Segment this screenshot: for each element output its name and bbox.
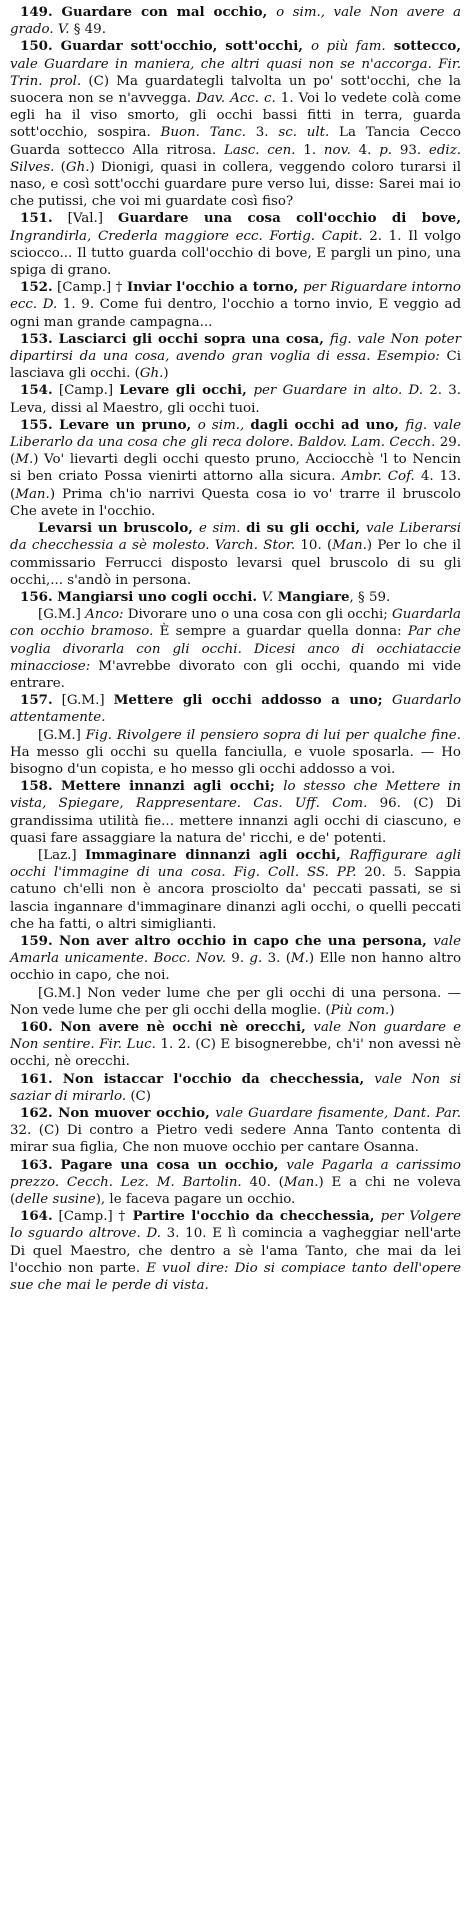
italic-text: Raffigurare agli occhi l'immagine di una cosa. Fig. Coll. SS. PP. — [10, 847, 461, 881]
body-text: ) — [389, 1002, 395, 1018]
italic-text: ediz. Silves. — [10, 142, 462, 175]
italic-text: sc. ult. — [278, 125, 330, 141]
body-text: Divorare uno o una cosa con gli occhi; — [123, 607, 393, 623]
body-text: [Laz.] — [38, 847, 85, 863]
italic-text: fig. vale Liberarlo da una cosa che gli reca dolore. Baldov. Lam. Cecch. — [10, 417, 461, 451]
dictionary-entry — [10, 1019, 461, 1071]
body-text: [Camp.] — [52, 383, 120, 399]
italic-text: vale Liberarsi da checchessia a sè molesto. Varch. Stor. — [10, 521, 461, 554]
headword-text: 156. Mangiarsi uno cogli occhi. — [20, 588, 262, 605]
headword-text: di su gli occhi, — [246, 520, 367, 537]
italic-text: Lasc. cen. — [223, 142, 296, 158]
body-text: [G.M.] — [38, 727, 86, 743]
body-text: 1. 2. (C) E bisognerebbe, ch'i' non avessi nè occhi, nè orecchi. — [10, 1037, 462, 1070]
italic-text: p. — [379, 142, 393, 158]
dictionary-entry — [10, 1071, 461, 1105]
italic-text: M. — [290, 951, 309, 967]
italic-text: Più com. — [330, 1002, 390, 1018]
body-text: ), le faceva pagare un occhio. — [95, 1192, 296, 1208]
body-text: 93. — [392, 142, 429, 158]
headword-text: dagli occhi ad uno, — [250, 416, 406, 433]
headword-text: sottecco, — [385, 38, 461, 55]
dictionary-entry — [10, 1105, 461, 1157]
italic-text: delle susine — [15, 1192, 96, 1208]
entry-paragraph — [10, 331, 461, 383]
dictionary-entry — [10, 589, 461, 692]
italic-text: Man. — [15, 486, 50, 502]
body-text: [Val.] — [52, 211, 119, 227]
italic-text: Anco: — [85, 607, 124, 623]
italic-text: o più fam. — [311, 39, 386, 55]
italic-text: Guardarlo attentamente. — [10, 693, 462, 726]
headword-text: 153. Lasciarci gli occhi sopra una cosa, — [20, 330, 330, 347]
italic-text: Dav. Acc. c. — [196, 91, 276, 107]
body-text: 20. 5. Sappia catuno ch'elli non è ancora prosciolto da' peccati passati, se si lascia ingannare d'immaginare dinanzi agli occhi, o quelli peccati che ha fatti, o altri simiglianti. — [10, 865, 461, 932]
italic-text: Man. — [332, 538, 367, 554]
body-text: 32. (C) Di contro a Pietro vedi sedere Anna Tanto contenta di mirar sua figlia, Che non muove occhio per cantare Osanna. — [10, 1123, 461, 1156]
body-text: M'avrebbe divorato con gli occhi, quando mi vide entrare. — [10, 658, 461, 691]
italic-text: Gh. — [65, 159, 90, 175]
body-text: 1. — [295, 142, 324, 158]
body-text: ) Prima ch'io narrivi Questa cosa io vo' trarre il bruscolo Che avete in l'occhio. — [10, 486, 461, 519]
headword-text: 159. Non aver altro occhio in capo che una persona, — [20, 932, 434, 949]
dictionary-entry — [10, 279, 461, 331]
headword-text: 155. Levare un pruno, — [20, 416, 198, 433]
entry-paragraph — [10, 1071, 461, 1105]
body-text: La Tancia Cecco Guarda sottecco Alla ritrosa. — [10, 125, 461, 158]
italic-text: nov. — [323, 142, 351, 158]
entry-subparagraph — [10, 727, 461, 779]
body-text: § 49. — [69, 22, 106, 38]
body-text: [G.M.] Non veder lume che per gli occhi di una persona. — Non vede lume che per gli occhi della moglie. ( — [10, 985, 461, 1018]
body-text: 1. Voi lo vedete colà come egli ha il viso smorto, gli occhi bassi fitti in terra, guarda sott'occhio, sospira. — [10, 91, 461, 141]
headword-text: Levare gli occhi, — [119, 382, 254, 399]
headword-text: 154. — [20, 382, 53, 399]
body-text: [G.M.] — [52, 693, 114, 709]
entry-paragraph — [10, 1157, 461, 1209]
body-text: ) Vo' lievarti degli occhi questo pruno, Acciocchè 'l to Nencin si ben criato Possa vienirti attorno alla sicura. — [10, 452, 461, 485]
dictionary-entry — [10, 417, 461, 589]
italic-text: lo stesso che Mettere in vista, Spiegare, Rappresentare. Cas. Uff. Com. — [10, 779, 461, 812]
entry-paragraph — [10, 210, 461, 279]
body-text: [Camp.] † — [52, 1209, 133, 1225]
body-text: 3. ( — [262, 951, 291, 967]
body-text: (C) Ma guardategli talvolta un po' sott'occhi, che la suocera non se n'avvegga. — [10, 73, 461, 107]
entry-paragraph — [10, 38, 461, 210]
headword-text: Levarsi un bruscolo, — [38, 520, 199, 537]
italic-text: M. — [15, 452, 34, 468]
headword-text: 149. Guardare con mal occhio, — [20, 4, 277, 20]
dictionary-entry — [10, 4, 461, 38]
italic-text: per Riguardare intorno ecc. D. — [10, 280, 461, 313]
dictionary-entry — [10, 38, 461, 210]
italic-text: vale Guardare fisamente, Dant. Par. — [215, 1106, 461, 1121]
dictionary-entry — [10, 1208, 461, 1294]
entry-paragraph — [10, 382, 461, 416]
body-text: 2. 3. Leva, dissi al Maestro, gli occhi tuoi. — [10, 383, 462, 416]
entry-paragraph — [10, 778, 461, 847]
italic-text: fig. vale Non poter dipartirsi da una cosa, avendo gran voglia di essa. Esempio: — [10, 331, 461, 365]
dictionary-entry — [10, 210, 461, 279]
italic-text: per Volgere lo sguardo altrove. D. — [10, 1209, 461, 1242]
headword-text: 150. Guardar sott'occhio, sott'occhi, — [20, 38, 311, 55]
body-text: 4. — [350, 142, 380, 158]
body-text: ) Elle non hanno altro occhio in capo, che noi. — [10, 951, 462, 984]
entry-subparagraph — [10, 847, 461, 933]
headword-text: Guardare una cosa coll'occhio di bove, — [118, 210, 461, 227]
entry-paragraph — [10, 279, 461, 331]
italic-text: Buon. Tanc. — [160, 125, 246, 141]
entry-paragraph — [10, 692, 461, 726]
body-text: [Camp.] † — [52, 280, 127, 296]
italic-text: vale Non guardare e Non sentire. Fir. Luc. — [10, 1019, 461, 1053]
dictionary-entry — [10, 382, 461, 416]
headword-text: 162. Non muover occhio, — [20, 1105, 216, 1121]
body-text: 29. ( — [10, 435, 461, 468]
body-text: 3. — [245, 125, 279, 141]
headword-text: 163. Pagare una cosa un occhio, — [20, 1156, 287, 1173]
entry-paragraph — [10, 1019, 461, 1071]
dictionary-entry — [10, 331, 461, 383]
italic-text: Fig. Rivolgere il pensiero sopra di lui per qualche fine. — [85, 727, 461, 743]
body-text: 96. (C) Di grandissima utilità fie... mettere innanzi agli occhi di ciascuno, e quasi fare assaggiare la natura de' ricchi, e de' potenti. — [10, 796, 462, 846]
italic-text: Gh. — [139, 366, 164, 382]
body-text: Ha messo gli occhi su quella fanciulla, e vuole sposarla. — Ho bisogno d'un copista, e ho messo gli occhi addosso a voi. — [10, 744, 461, 777]
body-text: È sempre a guardar quella donna: — [153, 624, 408, 640]
headword-text: 164. — [20, 1208, 53, 1225]
italic-text: vale Guardare in maniera, che altri quasi non se n'accorga. Fir. Trin. prol. — [10, 56, 461, 89]
italic-text: Ambr. Cof. — [341, 469, 415, 485]
headword-text: 161. Non istaccar l'occhio da checchessia, — [20, 1070, 375, 1087]
dictionary-entry — [10, 933, 461, 1019]
dictionary-entry — [10, 778, 461, 933]
italic-text: vale Amarla unicamente. Bocc. Nov. — [10, 933, 461, 967]
body-text: ) E a chi ne voleva ( — [10, 1174, 461, 1208]
italic-text: vale Pagarla a carissimo prezzo. Cecch. Lez. M. Bartolin. — [10, 1157, 461, 1190]
entry-paragraph — [10, 1105, 461, 1157]
headword-text: 152. — [20, 279, 53, 296]
entry-paragraph — [10, 4, 461, 38]
body-text: ) — [163, 366, 169, 382]
body-text: [G.M.] — [38, 607, 86, 623]
headword-text: Immaginare dinnanzi agli occhi, — [84, 846, 350, 863]
entry-paragraph — [10, 933, 461, 985]
body-text: ) Dionigi, quasi in collera, veggendo coloro turarsi il naso, e così sott'occhi guardare pure verso lui, disse: Sarei mai io che putissi, che voi mi guardate così fiso? — [10, 159, 461, 210]
body-text: (C) — [126, 1088, 152, 1104]
italic-text: V. — [261, 589, 274, 605]
entry-paragraph — [10, 589, 461, 606]
italic-text: g. — [249, 951, 263, 967]
body-text: 3. 10. E lì comincia a vagheggiar nell'arte Di quel Maestro, che dentro a sè l'ama Tanto, che mai da lei l'occhio non parte. — [10, 1226, 462, 1276]
italic-text: per Guardare in alto. D. — [253, 383, 423, 399]
italic-text: o sim., vale Non avere a grado. V. — [10, 5, 461, 38]
body-text: 1. 9. Come fui dentro, l'occhio a torno invio, E veggio ad ogni man grande campagna... — [10, 297, 462, 330]
body-text: Ci lasciava gli occhi. ( — [10, 349, 461, 382]
body-text: 2. 1. Il volgo sciocco... Il tutto guarda coll'occhio di bove, E pargli un pino, una spiga di grano. — [10, 228, 461, 279]
italic-text: E vuol dire: Dio si compiace tanto dell'opere sue che mai le perde di vista. — [10, 1260, 461, 1294]
dictionary-entry — [10, 1157, 461, 1209]
italic-text: Man. — [283, 1174, 319, 1190]
italic-text: vale Non si saziar di mirarlo. — [10, 1071, 462, 1104]
entry-paragraph — [10, 417, 461, 520]
italic-text: o sim., — [197, 417, 251, 433]
dictionary-entry — [10, 692, 461, 778]
body-text: , § 59. — [349, 589, 391, 605]
italic-text: Ingrandirla, Crederla maggiore ecc. Fortig. Capit. — [10, 228, 363, 244]
headword-text: 151. — [20, 210, 53, 227]
headword-text: Mettere gli occhi addosso a uno; — [113, 692, 392, 709]
headword-text: Inviar l'occhio a torno, — [126, 279, 304, 296]
body-text: 40. ( — [241, 1174, 284, 1190]
entry-subparagraph — [10, 520, 461, 589]
body-text: ) Per lo che il commissario Ferrucci disposto levarsi quel bruscolo di su gli occhi,... s'andò in persona. — [10, 538, 461, 588]
body-text: 10. ( — [295, 538, 333, 554]
headword-text: 160. Non avere nè occhi nè orecchi, — [20, 1018, 314, 1035]
entry-subparagraph — [10, 606, 461, 692]
headword-text: Partire l'occhio da checchessia, — [132, 1208, 381, 1225]
headword-text: Mangiare — [277, 588, 350, 605]
body-text: 4. 13. ( — [10, 469, 461, 502]
headword-text: 157. — [20, 692, 53, 709]
body-text: 9. — [225, 951, 250, 967]
italic-text: Guardarla con occhio bramoso. — [10, 607, 461, 640]
headword-text: 158. Mettere innanzi agli occhi; — [20, 778, 284, 795]
italic-text: Par che voglia divorarla con gli occhi. Dicesi anco di occhiataccie minacciose: — [10, 624, 461, 674]
entry-subparagraph — [10, 985, 461, 1019]
body-text: ( — [54, 159, 66, 175]
italic-text: e sim. — [198, 521, 247, 537]
entry-paragraph — [10, 1208, 461, 1294]
